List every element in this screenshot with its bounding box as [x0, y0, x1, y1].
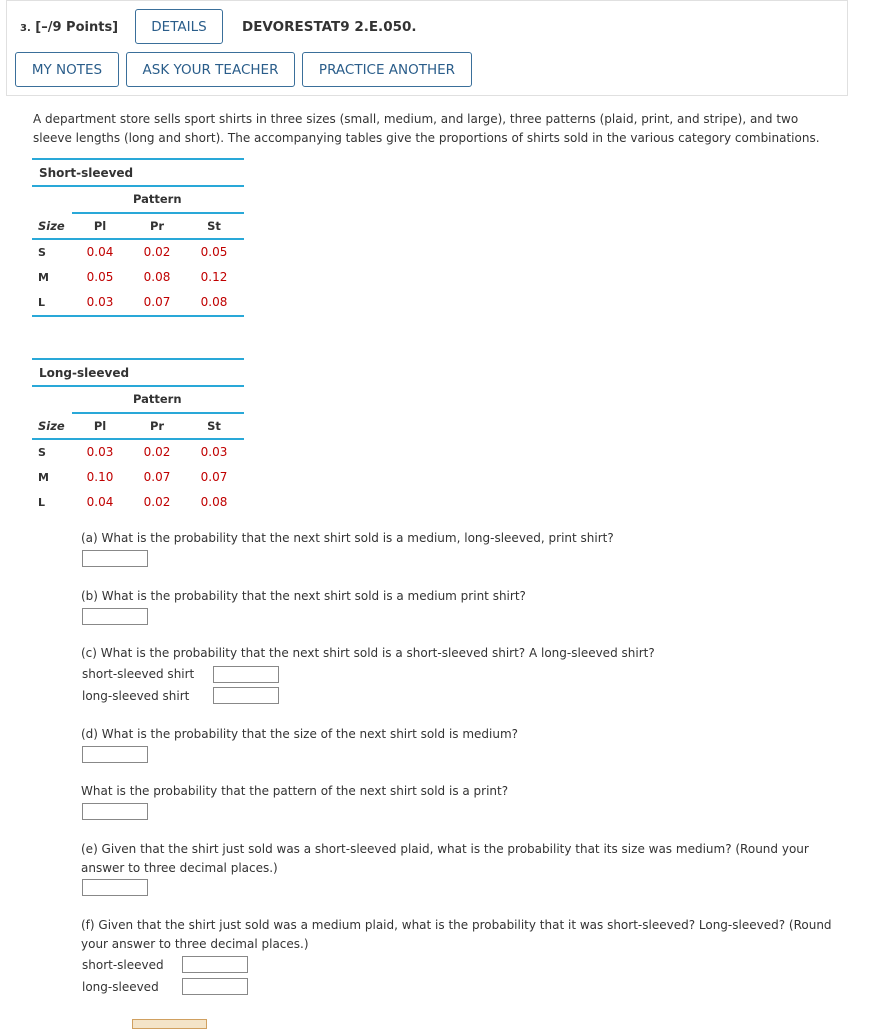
short-sleeved-shirt-label: short-sleeved shirt — [82, 667, 195, 681]
practice-another-button[interactable]: PRACTICE ANOTHER — [302, 52, 472, 87]
answer-c-short-input[interactable] — [213, 666, 279, 683]
table-cell: 0.10 — [86, 470, 114, 484]
table-cell: 0.04 — [86, 245, 114, 259]
column-header-plaid: Pl — [93, 219, 107, 233]
table-cell: 0.12 — [200, 270, 228, 284]
row-header-large: L — [38, 496, 46, 509]
table-rule — [32, 438, 244, 440]
table-rule — [72, 212, 244, 214]
answer-b-input[interactable] — [82, 608, 148, 625]
question-number — [20, 20, 118, 35]
short-sleeved-label: short-sleeved — [82, 958, 164, 972]
column-header-stripe: St — [207, 419, 221, 433]
table-rule — [32, 185, 244, 187]
short-sleeved-table — [32, 158, 244, 320]
answer-c-long-input[interactable] — [213, 687, 279, 704]
column-header-print: Pr — [149, 219, 165, 233]
table-title: Short-sleeved — [39, 166, 134, 180]
question-d-print: What is the probability that the pattern of the next shirt sold is a print? — [81, 784, 509, 798]
column-header-print: Pr — [149, 419, 165, 433]
question-f: (f) Given that the shirt just sold was a medium plaid, what is the probability that it was short-sleeved? Long-sleeved? (Round your answer to three decimal places.) — [81, 918, 832, 951]
table-rule — [32, 238, 244, 240]
my-notes-button[interactable]: MY NOTES — [15, 52, 119, 87]
details-button[interactable]: DETAILS — [135, 9, 223, 44]
table-cell: 0.04 — [86, 495, 114, 509]
answer-d-print-input[interactable] — [82, 803, 148, 820]
table-rule — [32, 315, 244, 317]
problem-code: DEVORESTAT9 2.E.050. — [242, 19, 417, 35]
table-cell: 0.02 — [143, 245, 171, 259]
row-header-medium: M — [38, 271, 49, 284]
table-cell: 0.02 — [143, 445, 171, 459]
table-cell: 0.07 — [143, 295, 171, 309]
answer-e-input[interactable] — [82, 879, 148, 896]
row-header-small: S — [38, 446, 46, 459]
question-number-label: 3. — [20, 23, 31, 34]
row-header-medium: M — [38, 471, 49, 484]
question-b: (b) What is the probability that the next shirt sold is a medium print shirt? — [81, 589, 526, 603]
question-e: (e) Given that the shirt just sold was a short-sleeved plaid, what is the probability that its size was medium? (Round your answer to three decimal places.) — [81, 842, 809, 875]
size-header: Size — [38, 219, 65, 233]
answer-d-input[interactable] — [82, 746, 148, 763]
table-rule — [72, 412, 244, 414]
table-cell: 0.02 — [143, 495, 171, 509]
question-d: (d) What is the probability that the size of the next shirt sold is medium? — [81, 727, 519, 741]
question-a: (a) What is the probability that the next shirt sold is a medium, long-sleeved, print shirt? — [81, 531, 614, 545]
long-sleeved-shirt-label: long-sleeved shirt — [82, 689, 190, 703]
table-cell: 0.08 — [143, 270, 171, 284]
long-sleeved-table — [32, 358, 244, 520]
ask-teacher-button[interactable]: ASK YOUR TEACHER — [126, 52, 295, 87]
table-cell: 0.05 — [86, 270, 114, 284]
pattern-header: Pattern — [133, 192, 182, 206]
table-cell: 0.05 — [200, 245, 228, 259]
table-cell: 0.08 — [200, 495, 228, 509]
table-rule — [32, 385, 244, 387]
problem-intro: A department store sells sport shirts in three sizes (small, medium, and large), three patterns (plaid, print, and stripe), and two sleeve lengths (long and short). The accompanying tables give the proportions of shirts sold in the various category combinations. — [33, 112, 820, 145]
table-cell: 0.07 — [143, 470, 171, 484]
table-rule — [32, 158, 244, 160]
table-title: Long-sleeved — [39, 366, 130, 380]
column-header-plaid: Pl — [93, 419, 107, 433]
table-cell: 0.03 — [200, 445, 228, 459]
answer-a-input[interactable] — [82, 550, 148, 567]
answer-f-short-input[interactable] — [182, 956, 248, 973]
table-cell: 0.08 — [200, 295, 228, 309]
column-header-stripe: St — [207, 219, 221, 233]
question-c: (c) What is the probability that the next shirt sold is a short-sleeved shirt? A long-sleeved shirt? — [81, 646, 655, 660]
row-header-small: S — [38, 246, 46, 259]
pattern-header: Pattern — [133, 392, 182, 406]
table-cell: 0.03 — [86, 445, 114, 459]
table-rule — [32, 358, 244, 360]
size-header: Size — [38, 419, 65, 433]
table-cell: 0.07 — [200, 470, 228, 484]
row-header-large: L — [38, 296, 46, 309]
table-cell: 0.03 — [86, 295, 114, 309]
answer-f-long-input[interactable] — [182, 978, 248, 995]
points-label: [–/9 Points] — [35, 20, 119, 35]
need-help-button[interactable] — [132, 1019, 207, 1029]
long-sleeved-label: long-sleeved — [82, 980, 159, 994]
